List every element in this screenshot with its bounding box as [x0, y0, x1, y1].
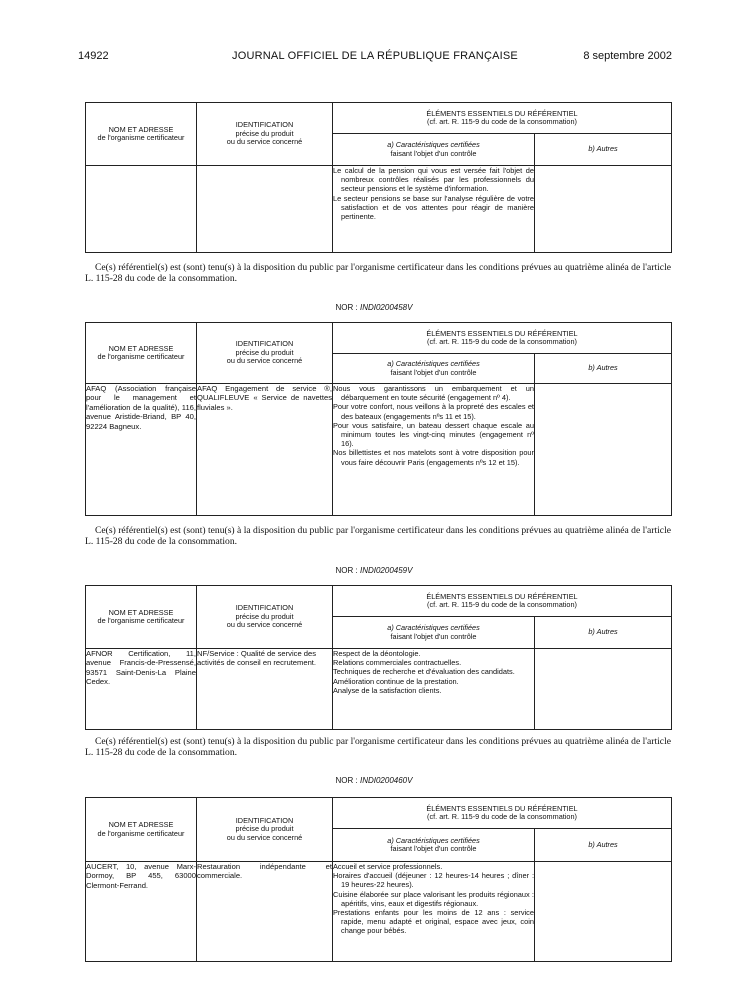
header-autres: b) Autres [535, 134, 672, 166]
autres-cell [535, 862, 672, 962]
availability-note: Ce(s) référentiel(s) est (sont) tenu(s) à la disposition du public par l'organisme certificateur dans les conditions prévues au quatrième alinéa de l'article L. 115-28 du code de la consommation. [85, 736, 671, 758]
criteria-cell [333, 862, 535, 962]
identification-cell: NF/Service : Qualité de service des activités de conseil en recrutement. [197, 649, 333, 730]
criteria-cell [333, 166, 535, 253]
header-caracteristiques: a) Caractéristiques certifiées faisant l'objet d'un contrôle [333, 134, 535, 166]
journal-title: JOURNAL OFFICIEL DE LA RÉPUBLIQUE FRANÇAISE [232, 50, 518, 62]
header-autres: b) Autres [535, 617, 672, 649]
criteria-item: Le calcul de la pension qui vous est versée fait l'objet de nombreux contrôles réalisés par les professionnels du secteur pensions et le système d'information. [333, 166, 534, 194]
referential-table-2 [85, 322, 672, 516]
referential-table-1 [85, 102, 672, 253]
organisme-cell: AFAQ (Association française pour le management et l'amélioration de la qualité), 116, avenue Aristide-Briand, BP 40, 92224 Bagneux. [86, 384, 197, 516]
header-identification: IDENTIFICATION précise du produit ou du service concerné [197, 798, 333, 862]
header-elements: ÉLÉMENTS ESSENTIELS DU RÉFÉRENTIEL (cf. art. R. 115-9 du code de la consommation) [333, 798, 672, 829]
page-header [78, 50, 672, 66]
criteria-cell [333, 649, 535, 730]
criteria-item: Prestations enfants pour les moins de 12 ans : service rapide, menu adapté et original, espace avec jeux, coin change pour bébés. [333, 908, 534, 936]
criteria-item: Accueil et service professionnels. [333, 862, 443, 871]
availability-note: Ce(s) référentiel(s) est (sont) tenu(s) à la disposition du public par l'organisme certificateur dans les conditions prévues au quatrième alinéa de l'article L. 115-28 du code de la consommation. [85, 525, 671, 547]
availability-note: Ce(s) référentiel(s) est (sont) tenu(s) à la disposition du public par l'organisme certificateur dans les conditions prévues au quatrième alinéa de l'article L. 115-28 du code de la consommation. [85, 262, 671, 284]
autres-cell [535, 166, 672, 253]
nor-reference: NOR : INDI0200460V [335, 776, 413, 785]
header-caracteristiques: a) Caractéristiques certifiées faisant l'objet d'un contrôle [333, 354, 535, 384]
header-elements: ÉLÉMENTS ESSENTIELS DU RÉFÉRENTIEL (cf. art. R. 115-9 du code de la consommation) [333, 103, 672, 134]
header-organisme: NOM ET ADRESSE de l'organisme certificateur [86, 323, 197, 384]
organisme-cell: AUCERT, 10, avenue Marx-Dormoy, BP 455, 63000 Clermont-Ferrand. [86, 862, 197, 962]
referential-table-3 [85, 585, 672, 730]
organisme-cell [86, 166, 197, 253]
criteria-item: Relations commerciales contractuelles. [333, 658, 462, 668]
identification-cell [197, 166, 333, 253]
header-autres: b) Autres [535, 829, 672, 862]
autres-cell [535, 384, 672, 516]
criteria-item: Le secteur pensions se base sur l'analyse régulière de votre satisfaction et de vos attentes pour réagir de manière pertinente. [333, 193, 534, 222]
header-organisme: NOM ET ADRESSE de l'organisme certificateur [86, 586, 197, 649]
header-elements: ÉLÉMENTS ESSENTIELS DU RÉFÉRENTIEL (cf. art. R. 115-9 du code de la consommation) [333, 323, 672, 354]
nor-reference: NOR : INDI0200458V [335, 303, 413, 312]
nor-reference: NOR : INDI0200459V [335, 566, 413, 575]
header-caracteristiques: a) Caractéristiques certifiées faisant l'objet d'un contrôle [333, 829, 535, 862]
header-organisme: NOM ET ADRESSE de l'organisme certificateur [86, 103, 197, 166]
criteria-item: Cuisine élaborée sur place valorisant les produits régionaux : apéritifs, vins, eaux et digestifs régionaux. [333, 889, 534, 908]
identification-cell: Restauration indépendante et commerciale. [197, 862, 333, 962]
criteria-item: Nous vous garantissons un embarquement et un débarquement en toute sécurité (engagement nº 4). [333, 384, 534, 403]
header-autres: b) Autres [535, 354, 672, 384]
criteria-item: Analyse de la satisfaction clients. [333, 685, 442, 695]
criteria-item: Horaires d'accueil (déjeuner : 12 heures-14 heures ; dîner : 19 heures-22 heures). [333, 871, 534, 890]
header-identification: IDENTIFICATION précise du produit ou du service concerné [197, 103, 333, 166]
criteria-item: Techniques de recherche et d'évaluation des candidats. [333, 667, 515, 677]
criteria-item: Pour votre confort, nous veillons à la propreté des escales et des bateaux (engagements nºs 11 et 15). [333, 402, 534, 421]
header-caracteristiques: a) Caractéristiques certifiées faisant l'objet d'un contrôle [333, 617, 535, 649]
criteria-cell [333, 384, 535, 516]
publication-date: 8 septembre 2002 [583, 50, 672, 62]
identification-cell: AFAQ Engagement de service ®, QUALIFLEUVE « Service de navettes fluviales ». [197, 384, 333, 516]
header-elements: ÉLÉMENTS ESSENTIELS DU RÉFÉRENTIEL (cf. art. R. 115-9 du code de la consommation) [333, 586, 672, 617]
criteria-item: Pour vous satisfaire, un bateau dessert chaque escale au minimum toutes les vingt-cinq minutes (engagement nº 16). [333, 420, 534, 449]
autres-cell [535, 649, 672, 730]
header-organisme: NOM ET ADRESSE de l'organisme certificateur [86, 798, 197, 862]
page-number: 14922 [78, 50, 109, 62]
organisme-cell: AFNOR Certification, 11, avenue Francis-de-Pressensé, 93571 Saint-Denis-La Plaine Cedex. [86, 649, 197, 730]
header-identification: IDENTIFICATION précise du produit ou du service concerné [197, 586, 333, 649]
criteria-item: Respect de la déontologie. [333, 649, 421, 658]
criteria-item: Nos billettistes et nos matelots sont à votre disposition pour vous faire découvrir Paris (engagements nºs 12 et 15). [333, 448, 534, 467]
referential-table-4 [85, 797, 672, 962]
header-identification: IDENTIFICATION précise du produit ou du service concerné [197, 323, 333, 384]
criteria-item: Amélioration continue de la prestation. [333, 676, 459, 686]
